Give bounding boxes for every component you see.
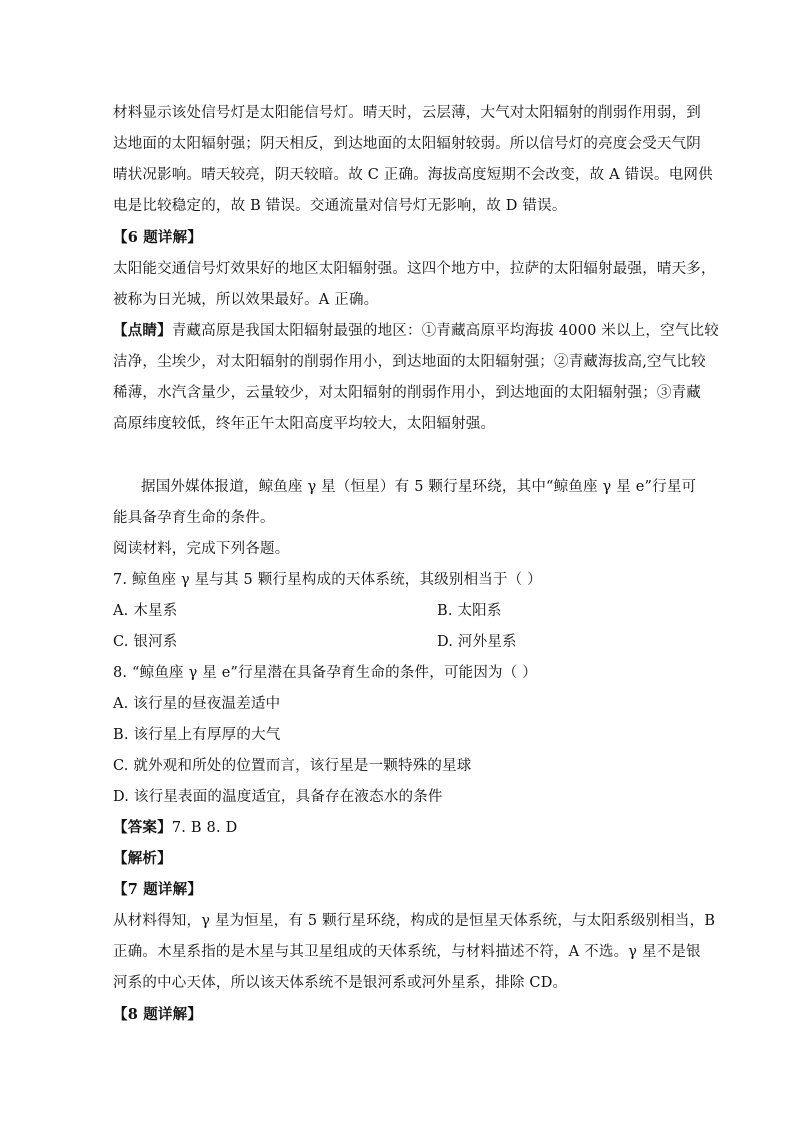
text-line: 晴状况影响。晴天较亮，阴天较暗。故 C 正确。海拔高度短期不会改变，故 A 错误。电网供 [113,167,713,183]
text-line: 电是比较稳定的，故 B 错误。交通流量对信号灯无影响，故 D 错误。 [113,198,567,214]
q7-stem: 7. 鲸鱼座 γ 星与其 5 颗行星构成的天体系统，其级别相当于（ ） [113,572,542,588]
q8-option-b: B. 该行星上有厚厚的大气 [113,727,281,743]
q8-option-a: A. 该行星的昼夜温差适中 [113,696,281,712]
text-line: 太阳能交通信号灯效果好的地区太阳辐射强。这四个地方中，拉萨的太阳辐射最强，晴天多， [113,261,716,277]
text-line: 稀薄，水汽含量少，云量较少，对太阳辐射的削弱作用小，到达地面的太阳辐射强；③青藏 [113,385,701,401]
dianjing-label: 【点睛】 [113,322,172,339]
text-line: 洁净，尘埃少，对太阳辐射的削弱作用小，到达地面的太阳辐射强；②青藏海拔高,空气比较 [113,354,706,370]
material-line: 据国外媒体报道，鲸鱼座 γ 星（恒星）有 5 颗行星环绕，其中“鲸鱼座 γ 星 e”行星可 [141,479,697,495]
text-line: 达地面的太阳辐射强；阴天相反，到达地面的太阳辐射较弱。所以信号灯的亮度会受天气阴 [113,136,701,152]
q8-option-c: C. 就外观和所处的位置而言，该行星是一颗特殊的星球 [113,758,472,774]
q7-option-b: B. 太阳系 [437,603,502,619]
q7-option-c: C. 银河系 [113,634,178,650]
answer-line [113,818,237,838]
q8-stem: 8. “鲸鱼座 γ 星 e”行星潜在具备孕育生命的条件，可能因为（ ） [113,665,537,681]
q8-heading: 【8 题详解】 [113,1006,203,1023]
q7-option-d: D. 河外星系 [437,634,517,650]
dianjing-line [113,321,719,341]
answer-text: 7. B 8. D [171,820,238,836]
text-line: 材料显示该处信号灯是太阳能信号灯。晴天时，云层薄，大气对太阳辐射的削弱作用弱，到 [113,105,701,121]
instruction: 阅读材料，完成下列各题。 [113,541,290,557]
text-line: 从材料得知，γ 星为恒星，有 5 颗行星环绕，构成的是恒星天体系统，与太阳系级别相当，B [113,913,716,929]
text-line: 高原纬度较低，终年正午太阳高度平均较大，太阳辐射强。 [113,416,496,432]
analysis-label: 【解析】 [113,850,172,867]
q7-heading: 【7 题详解】 [113,881,203,898]
text-line: 正确。木星系指的是木星与其卫星组成的天体系统，与材料描述不符，A 不选。γ 星不是银 [113,944,701,960]
material-line: 能具备孕育生命的条件。 [113,510,275,526]
answer-label: 【答案】 [113,819,172,836]
dianjing-text: 青藏高原是我国太阳辐射最强的地区：①青藏高原平均海拔 4000 米以上，空气比较 [171,323,719,339]
q8-option-d: D. 该行星表面的温度适宜，具备存在液态水的条件 [113,789,443,805]
text-line: 被称为日光城，所以效果最好。A 正确。 [113,292,379,308]
q6-heading: 【6 题详解】 [113,229,203,246]
text-line: 河系的中心天体，所以该天体系统不是银河系或河外星系，排除 CD。 [113,975,568,991]
q7-option-a: A. 木星系 [113,603,178,619]
